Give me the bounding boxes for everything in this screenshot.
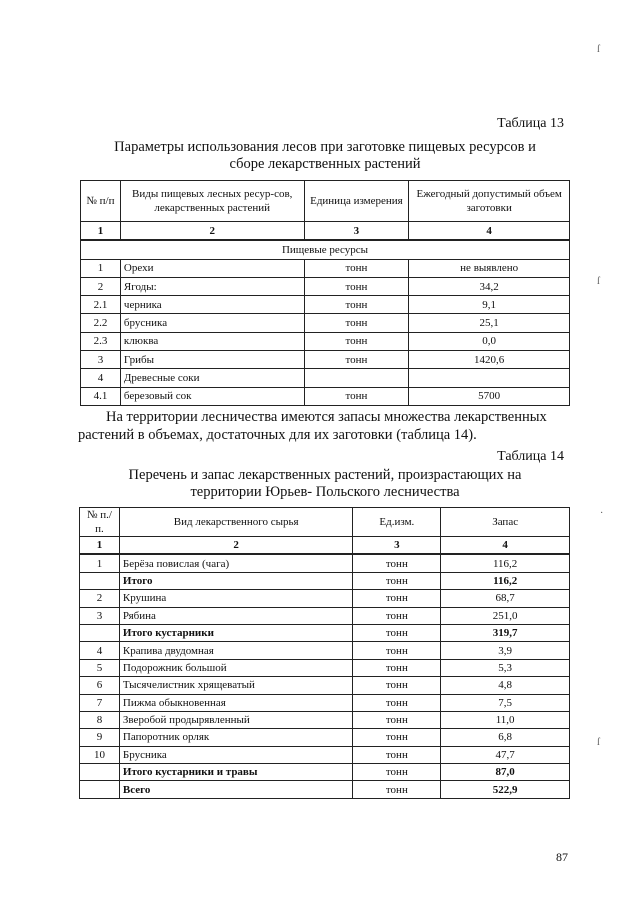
raw-material-name: Пижма обыкновенная	[119, 694, 353, 711]
raw-material-name: Папоротник орляк	[119, 729, 353, 746]
annual-volume: 9,1	[409, 296, 570, 314]
header-number: № п./п.	[80, 508, 120, 537]
col-number-4: 4	[409, 222, 570, 241]
row-number: 8	[80, 711, 120, 728]
table-13-header-row	[81, 181, 570, 222]
table-row	[80, 607, 570, 624]
table-row	[81, 369, 570, 387]
stock: 3,9	[441, 642, 570, 659]
table-14	[79, 507, 570, 799]
raw-material-name: Итого кустарники и травы	[119, 764, 353, 781]
resource-name: брусника	[120, 314, 304, 332]
row-number: 10	[80, 746, 120, 763]
header-stock: Запас	[441, 508, 570, 537]
header-unit: Ед.изм.	[353, 508, 441, 537]
resource-name: Грибы	[120, 351, 304, 369]
header-unit: Единица измерения	[304, 181, 409, 222]
annual-volume: 5700	[409, 387, 570, 405]
table-row	[81, 351, 570, 369]
col-number-2: 2	[119, 537, 353, 555]
resource-name: черника	[120, 296, 304, 314]
row-number: 2.2	[81, 314, 121, 332]
col-number-1: 1	[80, 537, 120, 555]
table-row	[80, 746, 570, 763]
table-row	[80, 711, 570, 728]
table-row	[81, 259, 570, 277]
annual-volume: 0,0	[409, 332, 570, 350]
table-13-section-row	[81, 240, 570, 259]
table-total-row	[80, 572, 570, 589]
col-number-4: 4	[441, 537, 570, 555]
stock: 11,0	[441, 711, 570, 728]
table-14-header-row	[80, 508, 570, 537]
unit: тонн	[304, 387, 409, 405]
col-number-3: 3	[353, 537, 441, 555]
table-row	[81, 277, 570, 295]
stock: 87,0	[441, 764, 570, 781]
annual-volume: 34,2	[409, 277, 570, 295]
table-13-title-line-2: сборе лекарственных растений	[229, 156, 421, 172]
raw-material-name: Крапива двудомная	[119, 642, 353, 659]
row-number: 4.1	[81, 387, 121, 405]
section-food-resources: Пищевые ресурсы	[81, 240, 570, 259]
unit: тонн	[304, 351, 409, 369]
table-13-column-numbers	[81, 222, 570, 241]
row-number: 5	[80, 659, 120, 676]
unit: тонн	[353, 729, 441, 746]
unit: тонн	[353, 781, 441, 798]
margin-mark: ·	[600, 508, 604, 519]
raw-material-name: Подорожник большой	[119, 659, 353, 676]
col-number-3: 3	[304, 222, 409, 241]
unit: тонн	[304, 314, 409, 332]
table-row	[80, 642, 570, 659]
row-number	[80, 764, 120, 781]
raw-material-name: Рябина	[119, 607, 353, 624]
table-row	[80, 659, 570, 676]
raw-material-name: Брусника	[119, 746, 353, 763]
unit: тонн	[353, 607, 441, 624]
table-row	[81, 387, 570, 405]
stock: 116,2	[441, 554, 570, 572]
table-14-title-line-1: Перечень и запас лекарственных растений, произрастающих на	[128, 467, 522, 483]
row-number	[80, 572, 120, 589]
stock: 6,8	[441, 729, 570, 746]
col-number-2: 2	[120, 222, 304, 241]
table-total-row	[80, 764, 570, 781]
unit: тонн	[353, 694, 441, 711]
unit: тонн	[304, 277, 409, 295]
table-row	[80, 554, 570, 572]
table-row	[81, 296, 570, 314]
annual-volume: 25,1	[409, 314, 570, 332]
stock: 68,7	[441, 590, 570, 607]
resource-name: березовый сок	[120, 387, 304, 405]
table-row	[80, 694, 570, 711]
resource-name: Древесные соки	[120, 369, 304, 387]
row-number: 9	[80, 729, 120, 746]
unit: тонн	[304, 296, 409, 314]
unit: тонн	[353, 590, 441, 607]
margin-mark: ſ	[597, 44, 600, 55]
table-row	[81, 314, 570, 332]
unit: тонн	[353, 746, 441, 763]
unit: тонн	[304, 332, 409, 350]
row-number	[80, 781, 120, 798]
resource-name: клюква	[120, 332, 304, 350]
table-row	[80, 677, 570, 694]
margin-mark: ſ	[597, 737, 600, 748]
row-number	[80, 624, 120, 641]
row-number: 2	[80, 590, 120, 607]
unit: тонн	[353, 554, 441, 572]
row-number: 1	[81, 259, 121, 277]
stock: 251,0	[441, 607, 570, 624]
raw-material-name: Всего	[119, 781, 353, 798]
stock: 4,8	[441, 677, 570, 694]
stock: 116,2	[441, 572, 570, 589]
table-row	[81, 332, 570, 350]
annual-volume: не выявлено	[409, 259, 570, 277]
header-raw-material: Вид лекарственного сырья	[119, 508, 353, 537]
raw-material-name: Зверобой продырявленный	[119, 711, 353, 728]
row-number: 1	[80, 554, 120, 572]
table-13-title-line-1: Параметры использования лесов при заготовке пищевых ресурсов и	[114, 139, 536, 155]
row-number: 3	[81, 351, 121, 369]
row-number: 3	[80, 607, 120, 624]
unit: тонн	[353, 659, 441, 676]
table-13-title	[80, 139, 570, 173]
stock: 522,9	[441, 781, 570, 798]
unit: тонн	[353, 572, 441, 589]
stock: 7,5	[441, 694, 570, 711]
row-number: 2.3	[81, 332, 121, 350]
resource-name: Ягоды:	[120, 277, 304, 295]
table-14-column-numbers	[80, 537, 570, 555]
table-row	[80, 590, 570, 607]
raw-material-name: Итого	[119, 572, 353, 589]
unit: тонн	[353, 642, 441, 659]
row-number: 4	[81, 369, 121, 387]
stock: 319,7	[441, 624, 570, 641]
table-row	[80, 729, 570, 746]
unit: тонн	[304, 259, 409, 277]
header-resource-type: Виды пищевых лесных ресур-сов, лекарственных растений	[120, 181, 304, 222]
body-paragraph: На территории лесничества имеются запасы множества лекарственных растений в объемах, достаточных для их заготовки (таблица 14).	[78, 409, 547, 443]
stock: 5,3	[441, 659, 570, 676]
row-number: 4	[80, 642, 120, 659]
unit: тонн	[353, 711, 441, 728]
resource-name: Орехи	[120, 259, 304, 277]
raw-material-name: Тысячелистник хрящеватый	[119, 677, 353, 694]
col-number-1: 1	[81, 222, 121, 241]
table-14-title-line-2: территории Юрьев- Польского лесничества	[190, 484, 460, 500]
row-number: 2.1	[81, 296, 121, 314]
unit: тонн	[353, 764, 441, 781]
raw-material-name: Крушина	[119, 590, 353, 607]
margin-mark: ſ	[597, 276, 600, 287]
unit: тонн	[353, 677, 441, 694]
raw-material-name: Итого кустарники	[119, 624, 353, 641]
header-number: № п/п	[81, 181, 121, 222]
row-number: 6	[80, 677, 120, 694]
annual-volume	[409, 369, 570, 387]
table-14-label: Таблица 14	[497, 449, 564, 464]
header-annual-volume: Ежегодный допустимый объем заготовки	[409, 181, 570, 222]
table-13-label: Таблица 13	[497, 116, 564, 131]
table-13	[80, 180, 570, 406]
stock: 47,7	[441, 746, 570, 763]
unit	[304, 369, 409, 387]
page-number: 87	[556, 850, 568, 864]
annual-volume: 1420,6	[409, 351, 570, 369]
unit: тонн	[353, 624, 441, 641]
row-number: 7	[80, 694, 120, 711]
table-14-title	[80, 467, 570, 501]
table-total-row	[80, 781, 570, 798]
table-total-row	[80, 624, 570, 641]
raw-material-name: Берёза повислая (чага)	[119, 554, 353, 572]
row-number: 2	[81, 277, 121, 295]
